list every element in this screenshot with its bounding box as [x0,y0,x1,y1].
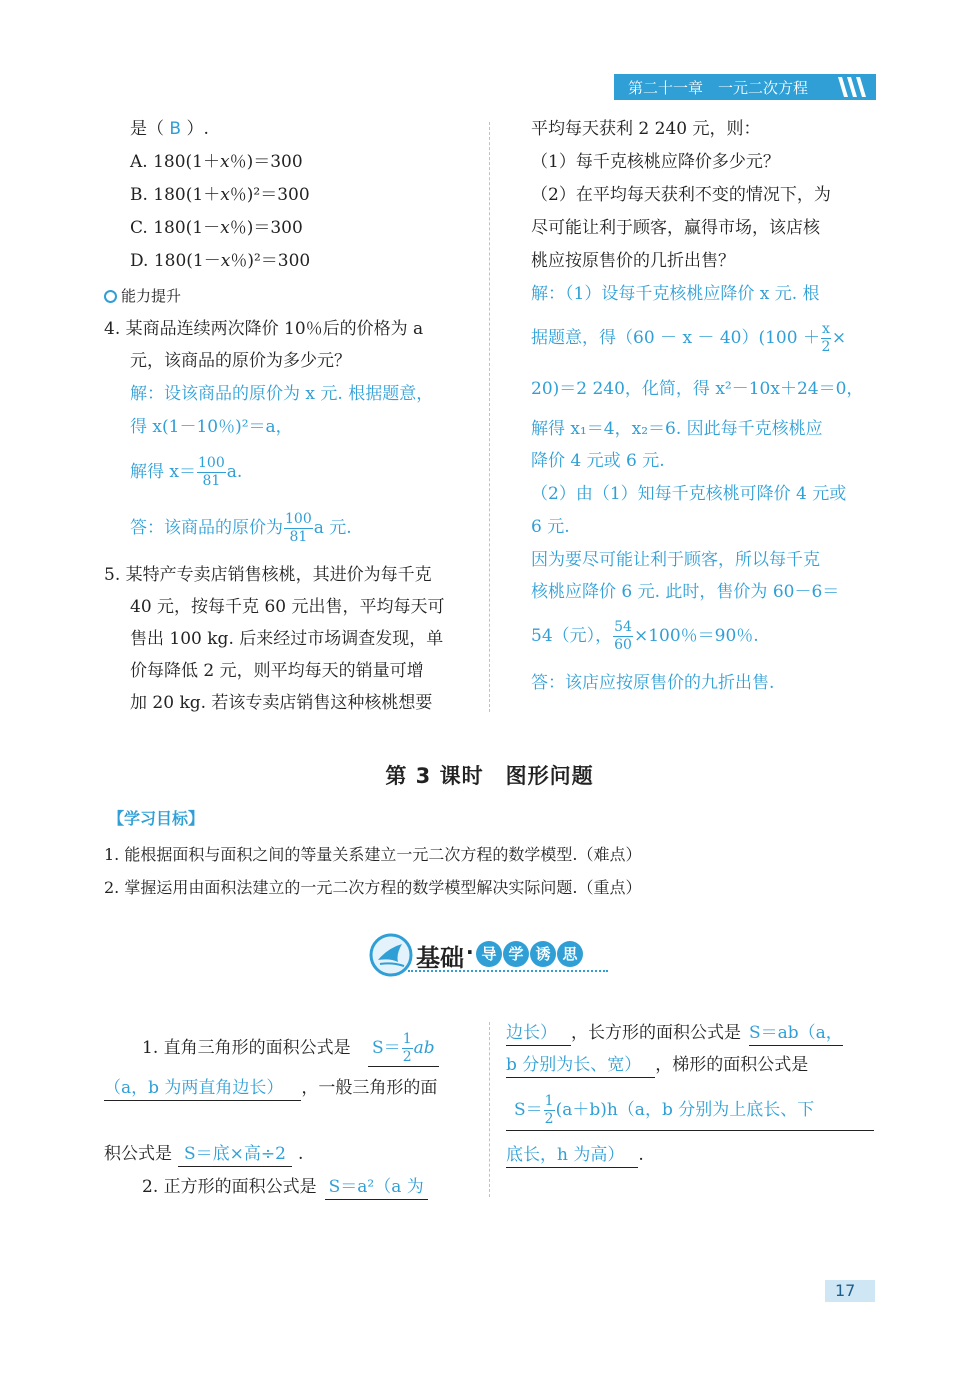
circle-bullet-icon [104,290,117,303]
banner-dot: · [466,940,474,964]
q5-solution-2: 据题意，得（60 － x － 40）(100 ＋ $\frac{x}{2}$ × [531,321,847,355]
blank-triangle-note: （a，b 为两直角边长） [104,1076,301,1101]
q4-solution-3: 解得 x＝ $\frac{100}{81}$ a. [130,455,243,489]
banner-main-text: 基础 [416,944,464,972]
fill-line-1: 1. 直角三角形的面积公式是 S＝ $\frac{1}{2}$ ab [142,1030,439,1067]
q5-continued-1: 平均每天获利 2 240 元，则： [531,119,761,139]
question-tail: 是（ B ）. [130,119,209,139]
column-divider [489,122,490,712]
q4-solution-1: 解：设该商品的原价为 x 元. 根据题意， [130,384,434,404]
fill-right-4: 底长，h 为高） . [506,1143,644,1168]
q4-solution-2: 得 x(1－10％)²＝a， [130,417,293,437]
q4-text-1: 4. 某商品连续两次降价 10％后的价格为 a [104,319,424,339]
option-c: C. 180(1－x％)＝300 [130,218,303,238]
banner-underline [408,970,608,972]
q4-answer: 答：该商品的原价为 $\frac{100}{81}$ a 元. [130,511,352,545]
page-number: 17 [835,1281,856,1300]
q5-sub-2a: （2）在平均每天获利不变的情况下，为 [531,185,831,205]
section-banner [368,930,618,980]
fill-right-2: b 分别为长、宽） ，梯形的面积公式是 [506,1053,808,1078]
q5-solution-7: 6 元. [531,517,570,537]
banner-char-4: 思 [557,941,583,967]
q5-text-1: 5. 某特产专卖店销售核桃，其进价为每千克 [104,565,432,585]
q5-solution-3: 20)＝2 240，化简，得 x²－10x＋24＝0， [531,379,864,399]
q5-solution-5: 降价 4 元或 6 元. [531,451,665,471]
page-number-box [825,1280,875,1302]
option-b: B. 180(1＋x％)²＝300 [130,185,310,205]
q5-text-5: 加 20 kg. 若该专卖店销售这种核桃想要 [130,693,433,713]
goal-1: 1. 能根据面积与面积之间的等量关系建立一元二次方程的数学模型.（难点） [104,845,642,864]
chapter-title: 第二十一章 一元二次方程 [628,79,809,97]
blank-square-formula: S＝a²（a 为 [325,1175,428,1200]
chapter-header [614,74,876,100]
lesson-title: 第 3 课时 图形问题 [385,764,594,788]
answer-choice: B [169,119,182,139]
q4-text-2: 元，该商品的原价为多少元？ [130,351,351,371]
q5-solution-1: 解：（1）设每千克核桃应降价 x 元. 根 [531,284,820,304]
blank-rectangle-formula: S＝ab（a， [749,1021,843,1046]
banner-char-1: 导 [476,941,502,967]
fill-right-3: S＝ $\frac{1}{2}$ (a＋b)h（a，b 分别为上底长、下 [506,1090,874,1131]
goal-2: 2. 掌握运用由面积法建立的一元二次方程的数学模型解决实际问题.（重点） [104,878,642,897]
option-d: D. 180(1－x％)²＝300 [130,251,311,271]
q5-text-2: 40 元，按每千克 60 元出售，平均每天可 [130,597,445,617]
q5-answer: 答：该店应按原售价的九折出售. [531,673,775,693]
header-stripes-decoration [836,74,876,100]
fill-line-2: （a，b 为两直角边长） ，一般三角形的面 [104,1076,437,1101]
blank-rectangle-note: b 分别为长、宽） [506,1053,655,1078]
section-heading: 能力提升 [104,284,181,308]
goals-label: 【学习目标】 [108,809,205,828]
q5-solution-6: （2）由（1）知每千克核桃可降价 4 元或 [531,484,847,504]
blank-triangle-formula: S＝ $\frac{1}{2}$ ab [368,1030,439,1067]
blank-general-triangle: S＝底×高÷2 [178,1142,292,1167]
option-a: A. 180(1＋x％)＝300 [130,152,303,172]
fill-right-1: 边长） ，长方形的面积公式是 S＝ab（a， [506,1021,843,1046]
blank-square-note: 边长） [506,1021,571,1046]
q5-solution-8: 因为要尽可能让利于顾客，所以每千克 [531,550,820,570]
q5-solution-4: 解得 x₁＝4，x₂＝6. 因此每千克核桃应 [531,419,823,439]
q5-text-3: 售出 100 kg. 后来经过市场调查发现，单 [130,629,444,649]
fill-line-4: 2. 正方形的面积公式是 S＝a²（a 为 [142,1175,428,1200]
q5-sub-1: （1）每千克核桃应降价多少元？ [531,152,780,172]
fill-line-3: 积公式是 S＝底×高÷2 . [104,1142,303,1167]
q5-text-4: 价每降低 2 元，则平均每天的销量可增 [130,661,424,681]
q5-sub-2b: 尽可能让利于顾客，赢得市场，该店核 [531,218,820,238]
q5-solution-10: 54（元）， $\frac{54}{60}$ ×100％＝90％. [531,619,759,653]
fill-column-divider [489,1022,490,1197]
q5-sub-2c: 桃应按原售价的几折出售？ [531,251,735,271]
banner-char-3: 诱 [530,941,556,967]
blank-trapezoid-note: 底长，h 为高） [506,1143,638,1168]
q5-solution-9: 核桃应降价 6 元. 此时，售价为 60－6＝ [531,582,840,602]
banner-char-2: 学 [503,941,529,967]
